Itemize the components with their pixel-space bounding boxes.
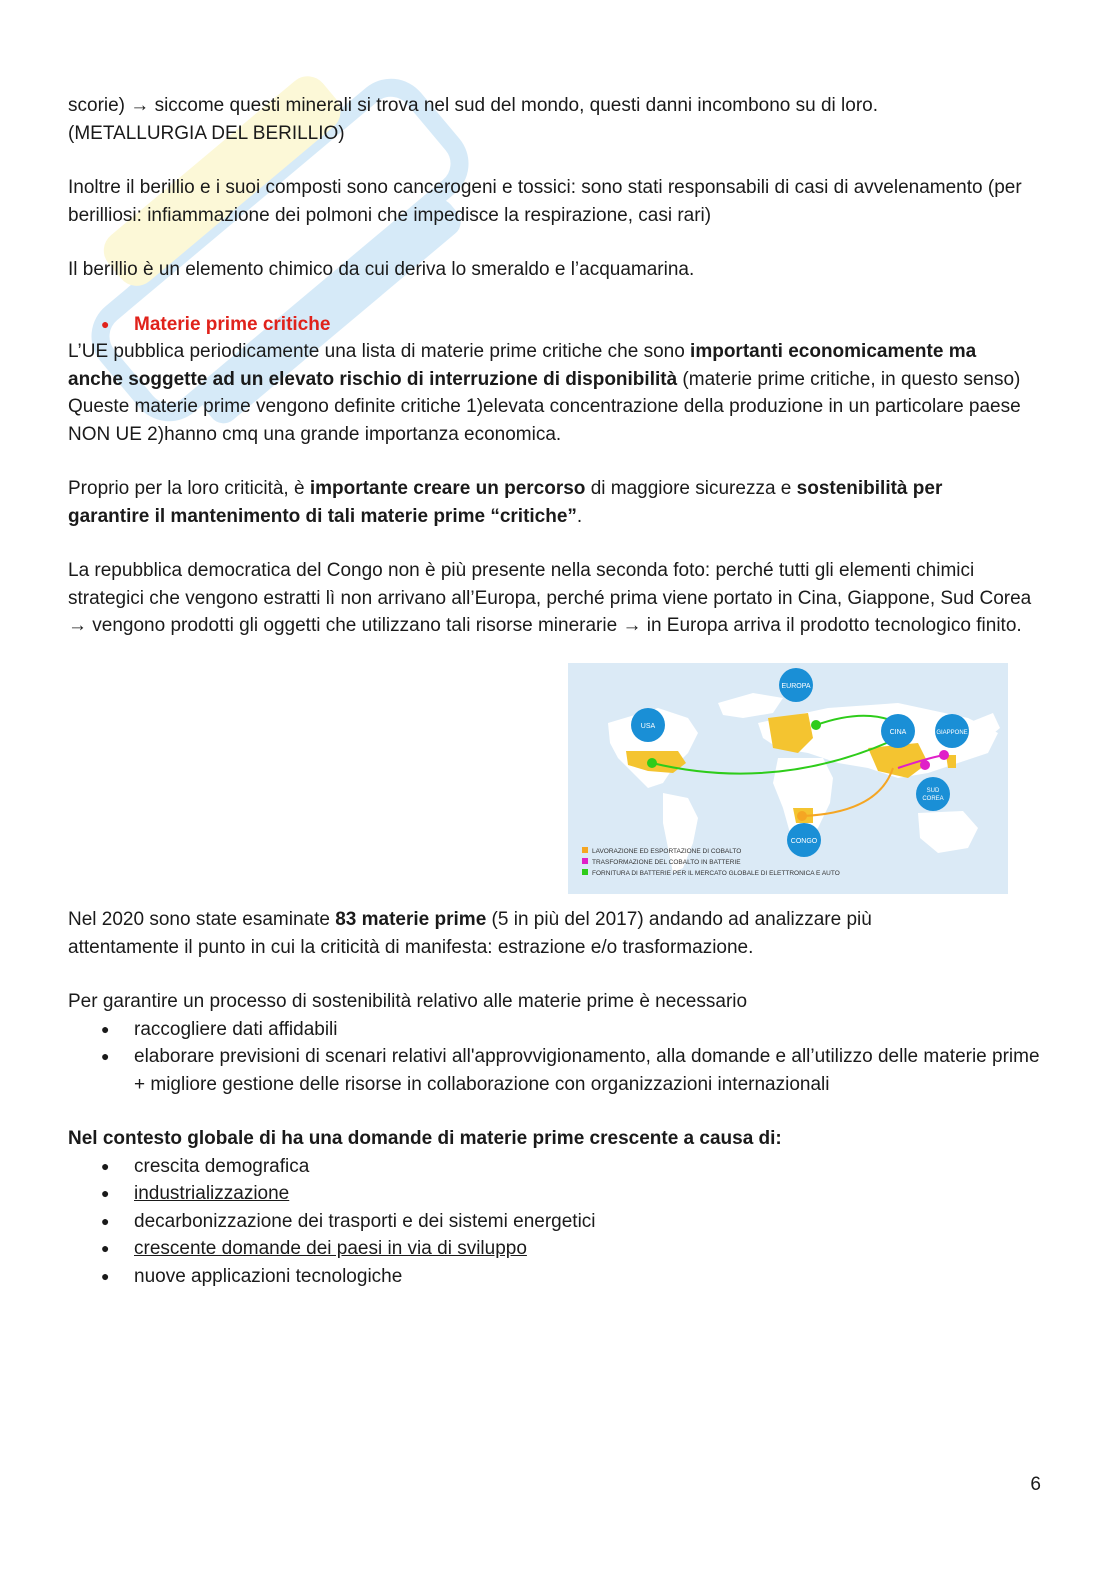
list-item: ● industrializzazione — [68, 1180, 1048, 1208]
list-item: ● elaborare previsioni di scenari relativi all'approvvigionamento, alla domande e all’utilizzo delle materie prime + migliore gestione delle risorse in collaborazione con organizzazioni internazionali — [68, 1043, 1048, 1098]
europe-point — [811, 720, 821, 730]
paragraph: scorie) → siccome questi minerali si trova nel sud del mondo, questi danni incombono su di loro. — [68, 95, 879, 116]
paragraph: Inoltre il berillio e i suoi composti sono cancerogeni e tossici: sono stati responsabili di casi di avvelenamento (per berilliosi: infiammazione dei polmoni che impedisce la respirazione, casi rari) — [68, 177, 1022, 226]
label-corea: COREA — [922, 796, 944, 802]
list-item: ● decarbonizzazione dei trasporti e dei sistemi energetici — [68, 1208, 1048, 1236]
paragraph: La repubblica democratica del Congo non è più presente nella seconda foto: perché tutti gli elementi chimici strategici che vengono estratti lì non arrivano all’Europa, perché prima viene portato in Cina, Giappone, Sud Corea → vengono prodotti gli oggetti che utilizzano tali risorse minerarie → in Europa arriva il prodotto tecnologico finito. — [68, 560, 1032, 636]
list-item: ● crescita demografica — [68, 1153, 1048, 1181]
paragraph: Nel 2020 sono state esaminate 83 materie prime (5 in più del 2017) andando ad analizzare più attentamente il punto in cui la criticità di manifesta: estrazione e/o trasformazione. — [68, 909, 872, 958]
label-usa: USA — [640, 723, 656, 730]
usa-point — [647, 758, 657, 768]
label-giappone: GIAPPONE — [936, 730, 968, 736]
label-cina: CINA — [889, 729, 907, 736]
paragraph: L’UE pubblica periodicamente una lista di materie prime critiche che sono importanti economicamente ma anche soggette ad un elevato rischio di interruzione di disponibilità (materie prime critiche, in questo senso) — [68, 341, 1021, 390]
label-sud: SUD — [926, 788, 940, 794]
label-congo: CONGO — [790, 838, 818, 845]
congo-point — [797, 811, 807, 821]
page-number: 6 — [1030, 1474, 1041, 1495]
body-text-lower — [68, 906, 1048, 1290]
paragraph: Per garantire un processo di sostenibilità relativo alle materie prime è necessario — [68, 991, 748, 1012]
sustainability-list — [68, 1016, 1048, 1099]
korea-point — [920, 760, 930, 770]
paragraph: Queste materie prime vengono definite critiche 1)elevata concentrazione della produzione in un particolare paese NON UE 2)hanno cmq una grande importanza economica. — [68, 396, 1021, 445]
cobalt-supply-chain-map — [568, 663, 1008, 894]
list-item: ● crescente domande dei paesi in via di sviluppo — [68, 1235, 1048, 1263]
label-europa: EUROPA — [781, 683, 811, 690]
paragraph: Il berillio è un elemento chimico da cui deriva lo smeraldo e l’acquamarina. — [68, 259, 695, 280]
paragraph: Proprio per la loro criticità, è importante creare un percorso di maggiore sicurezza e sostenibilità per garantire il mantenimento di tali materie prime “critiche”. — [68, 478, 943, 527]
legend-cobalt-export: LAVORAZIONE ED ESPORTAZIONE DI COBALTO — [592, 848, 742, 855]
list-item: ● nuove applicazioni tecnologiche — [68, 1263, 1048, 1291]
demand-causes-list — [68, 1153, 1048, 1291]
section-heading-list — [68, 311, 1048, 339]
japan-point — [939, 750, 949, 760]
legend-battery-supply: FORNITURA DI BATTERIE PER IL MERCATO GLOBALE DI ELETTRONICA E AUTO — [592, 870, 840, 877]
paragraph: (METALLURGIA DEL BERILLIO) — [68, 122, 345, 144]
legend-cobalt-batteries: TRASFORMAZIONE DEL COBALTO IN BATTERIE — [592, 859, 741, 866]
section-heading: ● Materie prime critiche — [68, 311, 1048, 339]
paragraph: Nel contesto globale di ha una domande di materie prime crescente a causa di: — [68, 1128, 782, 1149]
body-text — [68, 92, 1048, 640]
list-item: ● raccogliere dati affidabili — [68, 1016, 1048, 1044]
